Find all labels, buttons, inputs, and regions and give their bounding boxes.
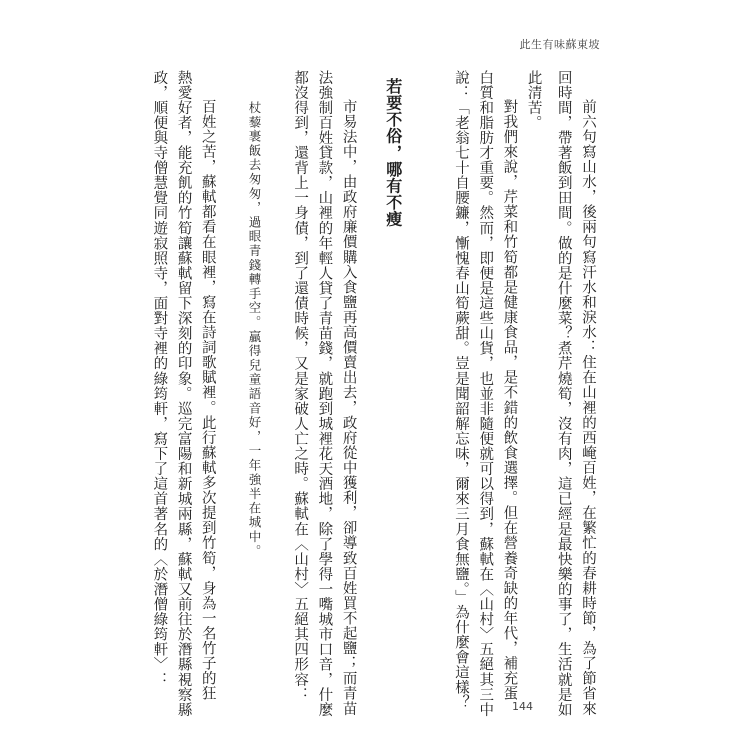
text-column: 對我們來說，芹菜和竹筍都是健康食品，是不錯的飲食選擇。但在營養奇缺的年代，補充蛋: [501, 99, 518, 701]
page-number: 144: [512, 700, 533, 713]
section-heading: 若要不俗，哪有不瘦: [383, 78, 403, 227]
text-column: 政，順便與寺僧慧覺同遊寂照寺，面對寺裡的綠筠軒，寫下了這首著名的〈於潛僧綠筠軒〉：: [151, 70, 168, 688]
text-column: 都沒得到，還背上一身債，到了還債時候，又是家破人亡之時。蘇軾在〈山村〉五絕其四形容：: [292, 70, 309, 703]
text-column: 此清苦。: [525, 70, 542, 131]
poem-quote: 杖藜裹飯去匆匆，過眼青錢轉手空。贏得兒童語音好，一年強半在城中。: [246, 101, 262, 559]
text-column: 市易法中，由政府廉價購入食鹽再高價賣出去，政府從中獲利，卻導致百姓買不起鹽；而青苗: [340, 99, 357, 717]
text-column: 百姓之苦，蘇軾都看在眼裡，寫在詩詞歌賦裡。此行蘇軾多次提到竹筍，身為一名竹子的狂: [199, 99, 216, 701]
text-column: 熱愛好者，能充飢的竹筍讓蘇軾留下深刻的印象。巡完富陽和新城兩縣，蘇軾又前往於潛縣視察縣: [175, 70, 192, 718]
text-column: 前六句寫山水，後兩句寫汗水和淚水：住在山裡的西崦百姓，在繁忙的春耕時節，為了節省來: [580, 99, 596, 717]
text-column: 白質和脂肪才重要。然而，即便是這些山貨，也並非隨便就可以得到，蘇軾在〈山村〉五絕其三中: [477, 70, 494, 718]
text-column: 法強制百姓貸款，山裡的年輕人貸了青苗錢，就跑到城裡花天酒地，除了學得一嘴城市口音，什麼: [316, 70, 333, 718]
text-column: 說：「老翁七十自腰鐮，慚愧春山筍蕨甜。豈是聞韶解忘味，爾來三月食無鹽。」為什麼會這樣？: [452, 70, 469, 710]
running-header: 此生有味蘇東坡: [519, 38, 600, 51]
text-column: 回時間，帶著飯到田間。做的是什麼菜？煮芹燒筍，沒有肉，這已經是最快樂的事了，生活就是如: [555, 70, 572, 718]
